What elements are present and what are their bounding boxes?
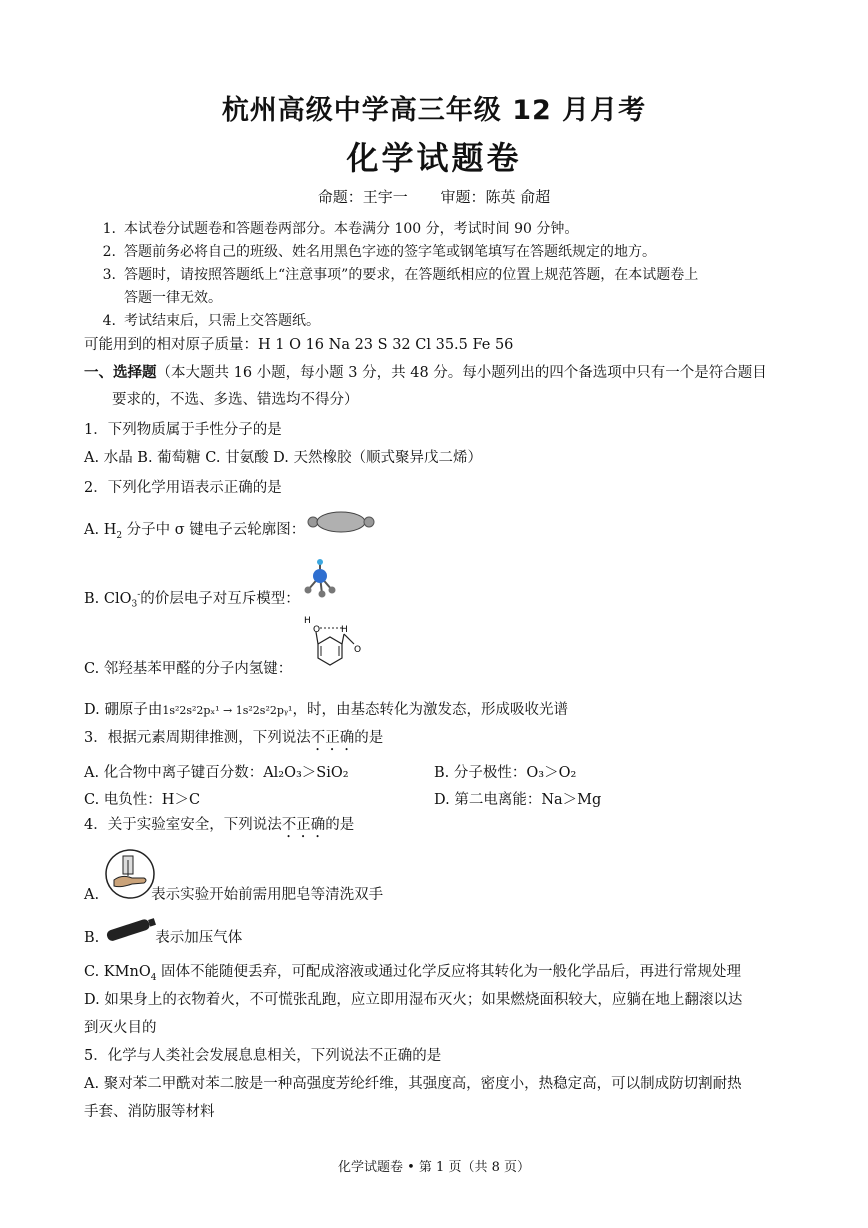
q3-row1	[84, 762, 784, 784]
q4-option-c: C. KMnO$_4$ 固体不能随便丢弃，可配成溶液或通过化学反应将其转化为一般化学品后，再进行常规处理	[84, 964, 742, 983]
q3-option-c: C. 电负性：H＞C	[84, 792, 201, 808]
section1-desc: （本大题共 16 小题，每小题 3 分，共 48 分。每小题列出的四个备选项中只有一个是符合题目	[156, 365, 767, 381]
q2-option-c: C. 邻羟基苯甲醛的分子内氢键：	[84, 661, 293, 677]
svg-text:H: H	[341, 625, 348, 635]
q3-option-d: D. 第二电离能：Na＞Mg	[434, 792, 602, 808]
section1-heading-line	[84, 362, 784, 384]
svg-text:O: O	[354, 645, 362, 655]
q1-options: A. 水晶 B. 葡萄糖 C. 甘氨酸 D. 天然橡胶（顺式聚异戊二烯）	[84, 450, 483, 466]
gas-cylinder-icon	[100, 914, 160, 944]
q2-option-d: D. 硼原子由1s²2s²2pₓ¹ → 1s²2s²2pᵧ¹，时，由基态转化为激发态，形成吸收光谱	[84, 702, 568, 718]
q4-option-d-cont: 到灭火目的	[84, 1020, 157, 1036]
note-3-cont: 答题一律无效。	[124, 290, 222, 306]
q3-option-a: A. 化合物中离子键百分数：Al₂O₃＞SiO₂	[84, 765, 349, 781]
q1-stem: 1．下列物质属于手性分子的是	[84, 422, 282, 438]
q2-stem: 2．下列化学用语表示正确的是	[84, 480, 282, 496]
note-2: 2. 答题前务必将自己的班级、姓名用黑色字迹的签字笔或钢笔填写在答题纸规定的地方。	[102, 244, 656, 260]
note-4: 4. 考试结束后，只需上交答题纸。	[102, 313, 320, 329]
exam-title: 杭州高级中学高三年级 12 月月考	[221, 95, 647, 126]
q3-option-b: B. 分子极性：O₃＞O₂	[434, 765, 577, 781]
q4-option-b: B. 表示加压气体	[84, 930, 243, 946]
q3-row2	[84, 789, 784, 811]
q3-stem: 3．根据元素周期律推测，下列说法不正确的是	[84, 730, 384, 746]
svg-text:H: H	[304, 616, 311, 626]
svg-text:O: O	[313, 625, 321, 635]
sigma-orbital-icon	[306, 509, 376, 535]
section1-desc-cont: 要求的，不选、多选、错选均不得分）	[112, 392, 359, 408]
note-3: 3. 答题时，请按照答题纸上“注意事项”的要求，在答题纸相应的位置上规范答题，在本试题卷上	[102, 267, 699, 283]
reviewer: 审题：陈英 俞超	[440, 188, 551, 206]
q4-option-a: A. 表示实验开始前需用肥皂等清洗双手	[84, 887, 384, 903]
authors-line	[0, 186, 868, 207]
vsepr-model-icon	[300, 556, 340, 598]
q2-option-b: B. ClO$_3$-的价层电子对互斥模型：	[84, 590, 300, 610]
q4-option-d: D. 如果身上的衣物着火，不可慌张乱跑，应立即用湿布灭火；如果燃烧面积较大，应躺在地上翻滚以达	[84, 992, 743, 1008]
setter: 命题：王宇一	[317, 188, 408, 206]
q5-option-a-cont: 手套、消防服等材料	[84, 1104, 215, 1120]
page-footer: 化学试题卷 • 第 1 页（共 8 页）	[337, 1160, 530, 1175]
q2-option-a: A. $H_2$ 分子中 σ 键电子云轮廓图：	[84, 522, 306, 541]
hand-washing-icon	[104, 848, 156, 900]
orbital-transition-formula: 1s²2s²2pₓ¹ → 1s²2s²2pᵧ¹	[162, 704, 293, 717]
q5-option-a: A. 聚对苯二甲酰对苯二胺是一种高强度芳纶纤维，其强度高，密度小，热稳定高，可以制成防切割耐热	[84, 1076, 742, 1092]
q5-stem: 5．化学与人类社会发展息息相关，下列说法不正确的是	[84, 1048, 442, 1064]
exam-subtitle: 化学试题卷	[346, 139, 522, 177]
q4-stem: 4．关于实验室安全，下列说法不正确的是	[84, 817, 355, 833]
note-1: 1. 本试卷分试题卷和答题卷两部分。本卷满分 100 分，考试时间 90 分钟。	[102, 221, 579, 237]
section1-heading: 一、选择题	[84, 364, 157, 381]
hydrogen-bond-structure-icon	[300, 614, 362, 676]
atomic-masses: 可能用到的相对原子质量：H 1 O 16 Na 23 S 32 Cl 35.5 Fe 56	[84, 337, 514, 353]
